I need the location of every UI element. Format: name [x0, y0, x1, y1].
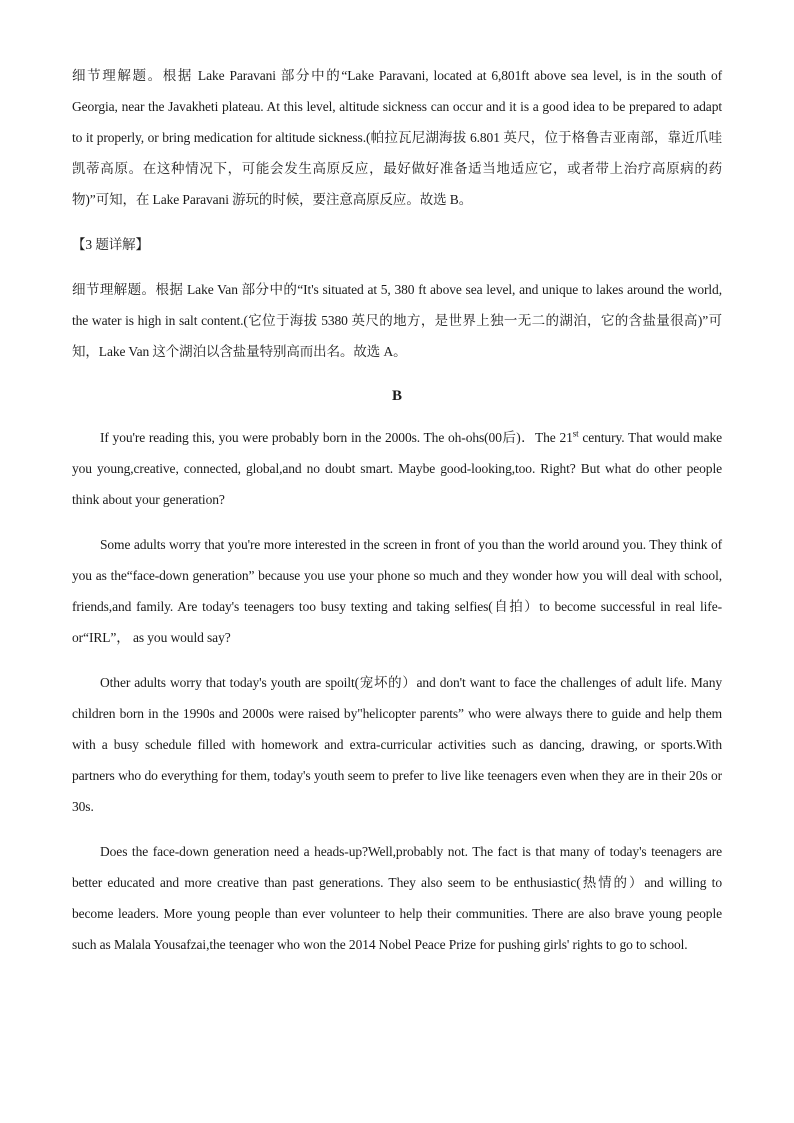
explanation-q2: 细节理解题。根据 Lake Paravani 部分中的“Lake Paravani, located at 6,801ft above sea level, is in the south of Georgia, near the Javakheti plateau. At this level, altitude sickness can occur and it is a good idea to be prepared to adapt to it properly, or bring medication for altitude sickness.(帕拉瓦尼湖海拔 6.801 英尺，位于格鲁吉亚南部，靠近爪哇凯蒂高原。在这种情况下，可能会发生高原反应，最好做好准备适当地适应它，或者带上治疗高原病的药物)”可知，在 Lake Paravani 游玩的时候，要注意高原反应。故选 B。	[72, 68, 722, 207]
ordinal-suffix: st	[572, 428, 579, 439]
q3-heading: 【3 题详解】	[72, 237, 149, 252]
passage-paragraph-3: Other adults worry that today's youth are spoilt(宠坏的）and don't want to face the challenges of adult life. Many children born in the 1990s and 2000s were raised by"helicopter parents” who were always there to guide and help them with a busy schedule filled with homework and extra-curricular activities such as dancing, drawing, or sports.With partners who do everything for them, today's youth seem to prefer to live like teenagers even when they are in their 20s or 30s.	[72, 675, 722, 814]
document-page	[72, 60, 722, 960]
section-title: B	[391, 388, 402, 404]
passage-p1-start: If you're reading this, you were probably born in the 2000s. The oh-ohs(00后)．The 21	[100, 430, 573, 445]
passage-paragraph-4: Does the face-down generation need a heads-up?Well,probably not. The fact is that many of today's teenagers are better educated and more creative than past generations. They also seem to be enthusiastic(热情的）and willing to become leaders. More young people than ever volunteer to help their communities. There are also brave young people such as Malala Yousafzai,the teenager who won the 2014 Nobel Peace Prize for pushing girls' rights to go to school.	[72, 844, 722, 952]
explanation-q3: 细节理解题。根据 Lake Van 部分中的“It's situated at 5, 380 ft above sea level, and unique to lakes around the world, the water is high in salt content.(它位于海拔 5380 英尺的地方，是世界上独一无二的湖泊，它的含盐量很高)”可知，Lake Van 这个湖泊以含盐量特别高而出名。故选 A。	[72, 282, 722, 359]
passage-paragraph-2: Some adults worry that you're more interested in the screen in front of you than the world around you. They think of you as the“face-down generation” because you use your phone so much and they wonder how you will deal with school, friends,and family. Are today's teenagers too busy texting and taking selfies(自拍）to become successful in real life-or“IRL”， as you would say?	[72, 537, 722, 645]
passage-p1-end: century. That would make you young,creative, connected, global,and no doubt smart. Maybe good-looking,too. Right? But what do other people think about your generation?	[72, 430, 723, 507]
passage-paragraph-1	[72, 422, 722, 515]
